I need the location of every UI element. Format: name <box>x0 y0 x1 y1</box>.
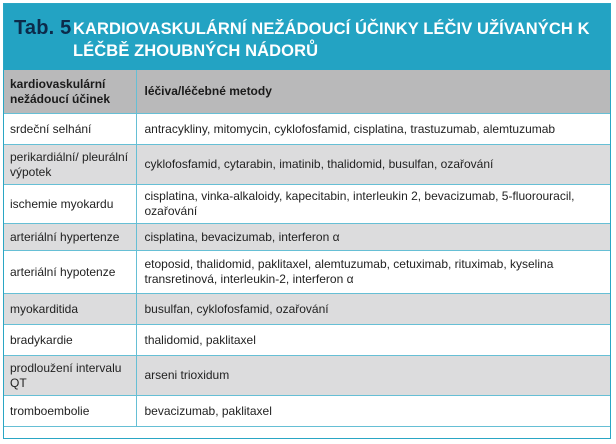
drugs-cell: cisplatina, bevacizumab, interferon α <box>136 224 610 251</box>
drugs-cell: cisplatina, vinka-alkaloidy, kapecitabin, interleukin 2, bevacizumab, 5-fluorouracil, ozařování <box>136 185 610 224</box>
effect-cell: tromboembolie <box>4 396 136 427</box>
drugs-cell: antracykliny, mitomycin, cyklofosfamid, cisplatina, trastuzumab, alemtuzumab <box>136 114 610 145</box>
table-row <box>4 224 610 251</box>
table-number: Tab. 5 <box>14 17 72 39</box>
drugs-cell: cyklofosfamid, cytarabin, imatinib, thalidomid, busulfan, ozařování <box>136 145 610 185</box>
column-header-row <box>4 70 610 114</box>
table-row <box>4 185 610 224</box>
effect-cell: srdeční selhání <box>4 114 136 145</box>
table-row <box>4 356 610 396</box>
column-header-drugs: léčiva/léčebné metody <box>136 70 610 114</box>
effect-cell: ischemie myokardu <box>4 185 136 224</box>
drugs-cell: etoposid, thalidomid, paklitaxel, alemtuzumab, cetuximab, rituximab, kyselina transretinová, interleukin-2, interferon α <box>136 251 610 294</box>
table-row <box>4 294 610 325</box>
table-header-bar <box>4 4 610 70</box>
drugs-cell: arseni trioxidum <box>136 356 610 396</box>
table-row <box>4 114 610 145</box>
effect-cell: arteriální hypotenze <box>4 251 136 294</box>
adverse-effects-table <box>4 70 610 427</box>
effect-cell: prodloužení intervalu QT <box>4 356 136 396</box>
effect-cell: perikardiální/ pleurální výpotek <box>4 145 136 185</box>
table-title: KARDIOVASKULÁRNÍ NEŽÁDOUCÍ ÚČINKY LÉČIV UŽÍVANÝCH K LÉČBĚ ZHOUBNÝCH NÁDORŮ <box>73 20 590 60</box>
drugs-cell: bevacizumab, paklitaxel <box>136 396 610 427</box>
effect-cell: myokarditida <box>4 294 136 325</box>
table-row <box>4 145 610 185</box>
drugs-cell: busulfan, cyklofosfamid, ozařování <box>136 294 610 325</box>
table-row <box>4 325 610 356</box>
effect-cell: bradykardie <box>4 325 136 356</box>
table-row <box>4 251 610 294</box>
effect-cell: arteriální hypertenze <box>4 224 136 251</box>
table-frame <box>3 3 611 439</box>
column-header-effect: kardiovaskulární nežádoucí účinek <box>4 70 136 114</box>
drugs-cell: thalidomid, paklitaxel <box>136 325 610 356</box>
table-row <box>4 396 610 427</box>
